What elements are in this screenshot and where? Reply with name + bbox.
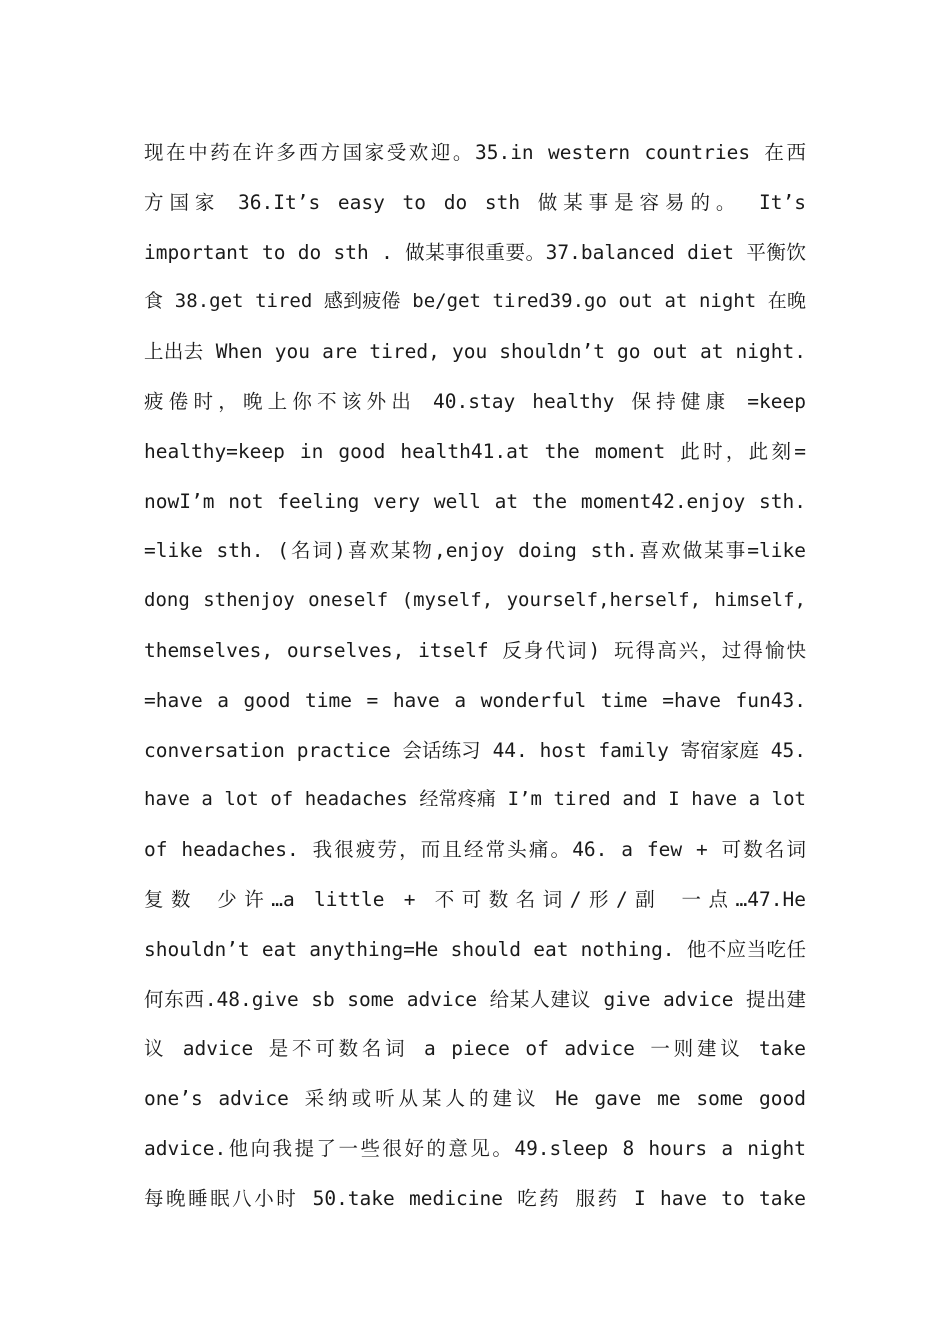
text-line: of headaches. 我很疲劳，而且经常头痛。46. a few + 可数名词: [144, 838, 806, 862]
text-line: =have a good time = have a wonderful time =have fun43.: [144, 688, 806, 712]
text-line: 何东西.48.give sb some advice 给某人建议 give advice 提出建: [144, 987, 806, 1011]
text-line: 食 38.get tired 感到疲倦 be/get tired39.go out at night 在晚: [144, 290, 806, 313]
text-line: 上出去 When you are tired, you shouldn’t go out at night.: [144, 340, 806, 364]
text-line: themselves, ourselves, itself 反身代词) 玩得高兴，过得愉快: [144, 638, 806, 662]
text-line: 疲倦时，晚上你不该外出 40.stay healthy 保持健康 =keep: [144, 389, 806, 413]
text-line: shouldn’t eat anything=He should eat nothing. 他不应当吃任: [144, 937, 806, 961]
body-text: [144, 128, 806, 1224]
text-line: =like sth. (名词)喜欢某物,enjoy doing sth.喜欢做某事=like: [144, 539, 806, 563]
text-line: 现在中药在许多西方国家受欢迎。35.in western countries 在西: [144, 141, 806, 164]
text-line: conversation practice 会话练习 44. host family 寄宿家庭 45.: [144, 738, 806, 762]
text-line: advice.他向我提了一些很好的意见。49.sleep 8 hours a night: [144, 1136, 806, 1160]
text-line: 方国家 36.It’s easy to do sth 做某事是容易的。 It’s: [144, 190, 806, 214]
text-line: one’s advice 采纳或听从某人的建议 He gave me some good: [144, 1087, 806, 1111]
text-line: important to do sth . 做某事很重要。37.balanced diet 平衡饮: [144, 240, 806, 264]
text-line: have a lot of headaches 经常疼痛 I’m tired and I have a lot: [144, 788, 806, 811]
text-line: healthy=keep in good health41.at the moment 此时，此刻=: [144, 439, 806, 463]
text-line: 每晚睡眠八小时 50.take medicine 吃药 服药 I have to take: [144, 1186, 806, 1210]
text-line: nowI’m not feeling very well at the moment42.enjoy sth.: [144, 489, 806, 513]
text-line: 复数 少许…a little + 不可数名词/形/副 一点…47.He: [144, 887, 806, 911]
text-line: dong sthenjoy oneself (myself, yourself,herself, himself,: [144, 589, 806, 612]
text-line: 议 advice 是不可数名词 a piece of advice 一则建议 take: [144, 1037, 806, 1061]
